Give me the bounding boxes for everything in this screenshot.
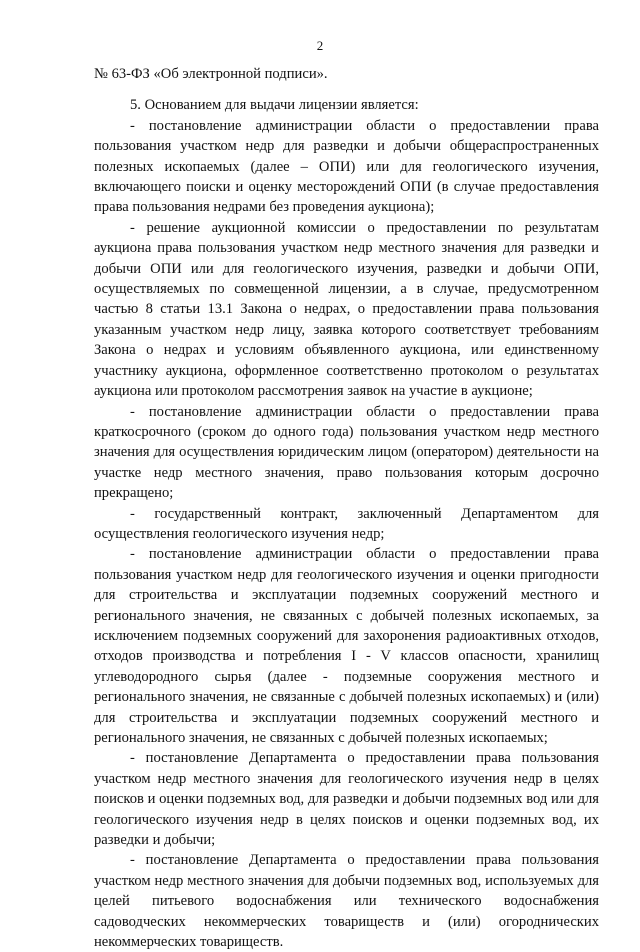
list-item: - постановление администрации области о предоставлении права краткосрочного (сроком до одного года) пользования участком недр местного значения для осуществления юридическим лицом (оператором) деятельности на участке недр местного значения, право пользования которым досрочно прекращено; (94, 403, 599, 502)
list-item: - постановление администрации области о предоставлении права пользования участком недр для разведки и добычи общераспространенных полезных ископаемых (далее – ОПИ) или для геологического изучения, включающего поиски и оценку месторождений ОПИ (в случае предоставления права пользования недрами без проведения аукциона); (94, 117, 599, 216)
list-item: - постановление администрации области о предоставлении права пользования участком недр для геологического изучения и оценки пригодности для строительства и эксплуатации подземных сооружений местного и регионального значения, не связанных с добычей полезных ископаемых, за исключением подземных сооружений для захоронения радиоактивных отходов, отходов производства и потребления I - V классов опасности, хранилищ углеводородного сырья (далее - подземные сооружения местного и регионального значения, не связанные с добычей полезных ископаемых) и (или) для строительства и эксплуатации подземных сооружений местного и регионального значения, не связанных с добычей полезных ископаемых; (94, 546, 599, 746)
law-reference-line: № 63-ФЗ «Об электронной подписи». (94, 66, 328, 82)
list-item: - постановление Департамента о предоставлении права пользования участком недр местного значения для добычи подземных вод, используемых для целей питьевого водоснабжения или технического водоснабжения садоводческих некоммерческих товариществ и (или) огороднических некоммерческих товариществ. (94, 852, 599, 951)
list-item: - постановление Департамента о предоставлении права пользования участком недр местного значения для геологического изучения недр в целях поисков и оценки подземных вод, для разведки и добычи подземных вод или для геологического изучения недр в целях поисков и оценки подземных вод, их разведки и добычи; (94, 750, 599, 849)
list-item: - государственный контракт, заключенный Департаментом для осуществления геологического изучения недр; (94, 505, 599, 542)
document-body (94, 64, 599, 952)
list-item: - решение аукционной комиссии о предоставлении по результатам аукциона права пользования участком недр местного значения для разведки и добычи ОПИ или для геологического изучения, разведки и добычи ОПИ, осуществляемых по совмещенной лицензии, а в случае, предусмотренном частью 8 статьи 13.1 Закона о недрах, о предоставлении права пользования указанным участком недр лицу, заявка которого соответствует требованиям Закона о недрах и условиям объявленного аукциона, или единственному участнику аукциона, оформленное соответственно протоколом о результатах аукциона или протоколом рассмотрения заявок на участие в аукционе; (94, 219, 599, 400)
paragraph-5-intro: 5. Основанием для выдачи лицензии является: (130, 97, 419, 114)
page-number: 2 (316, 38, 324, 53)
